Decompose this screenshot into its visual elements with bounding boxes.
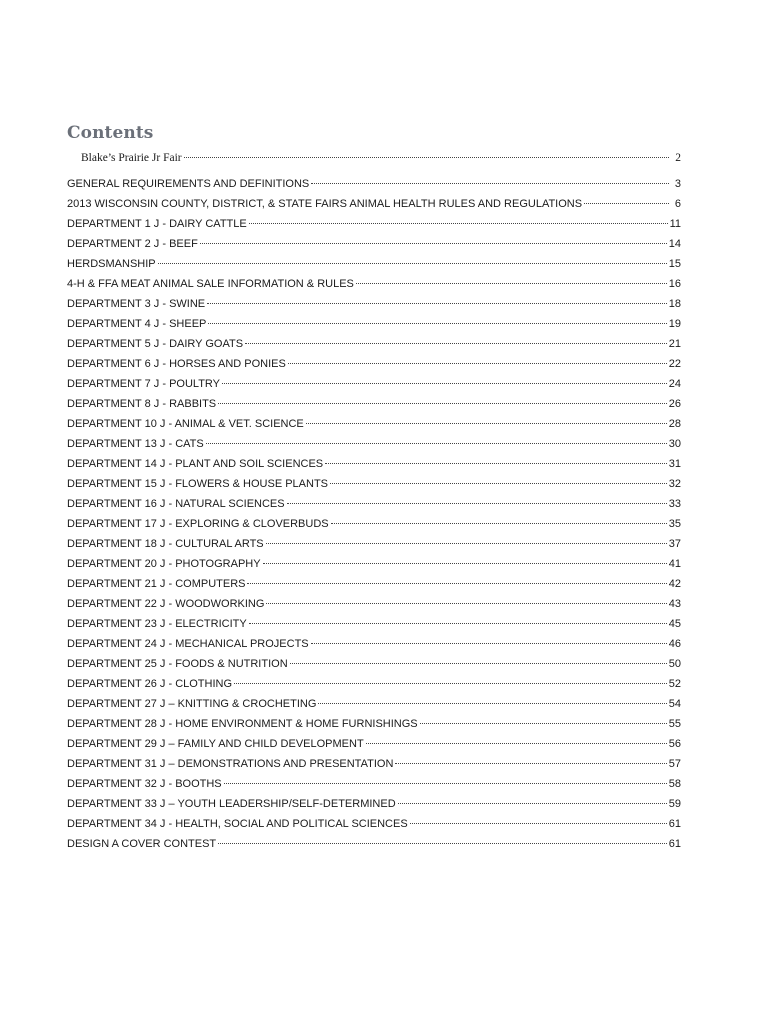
toc-entry[interactable] <box>67 294 681 314</box>
toc-entry-page-number: 61 <box>668 818 681 830</box>
toc-entry-title: DEPARTMENT 15 J - FLOWERS & HOUSE PLANTS <box>67 478 328 490</box>
dot-leader <box>318 703 666 704</box>
toc-entry-page-number: 37 <box>668 538 681 550</box>
dot-leader <box>306 423 667 424</box>
toc-entry[interactable] <box>67 674 681 694</box>
toc-entry-page-number: 6 <box>674 198 681 210</box>
dot-leader <box>249 223 668 224</box>
toc-entry-page-number: 19 <box>668 318 681 330</box>
toc-entry-title: DEPARTMENT 20 J - PHOTOGRAPHY <box>67 558 261 570</box>
dot-leader <box>330 483 667 484</box>
dot-leader <box>287 503 667 504</box>
toc-entry-title: DEPARTMENT 23 J - ELECTRICITY <box>67 618 247 630</box>
dot-leader <box>222 383 667 384</box>
toc-entry-title: DESIGN A COVER CONTEST <box>67 838 217 850</box>
toc-entry-page-number: 24 <box>668 378 681 390</box>
toc-entry[interactable] <box>67 614 681 634</box>
toc-entry-title: DEPARTMENT 3 J - SWINE <box>67 298 206 310</box>
toc-entry[interactable] <box>67 634 681 654</box>
toc-entry-page-number: 30 <box>668 438 681 450</box>
toc-entry-title: DEPARTMENT 14 J - PLANT AND SOIL SCIENCES <box>67 458 324 470</box>
toc-entry-title: DEPARTMENT 28 J - HOME ENVIRONMENT & HOME FURNISHINGS <box>67 718 418 730</box>
toc-entry[interactable] <box>67 694 681 714</box>
toc-entry-page-number: 11 <box>669 218 681 230</box>
toc-entry-page-number: 50 <box>668 658 681 670</box>
toc-entry-page-number: 54 <box>668 698 681 710</box>
toc-entry[interactable] <box>67 394 681 414</box>
dot-leader <box>366 743 667 744</box>
dot-leader <box>249 623 667 624</box>
toc-entry-title: 4-H & FFA MEAT ANIMAL SALE INFORMATION & RULES <box>67 278 354 290</box>
toc-entry-page-number: 3 <box>674 178 681 190</box>
toc-entry-title: DEPARTMENT 33 J – YOUTH LEADERSHIP/SELF-DETERMINED <box>67 798 396 810</box>
dot-leader <box>234 683 667 684</box>
table-of-contents <box>67 148 681 854</box>
toc-entry-page-number: 35 <box>668 518 681 530</box>
toc-entry-title: DEPARTMENT 1 J - DAIRY CATTLE <box>67 218 247 230</box>
toc-entry-page-number: 45 <box>668 618 681 630</box>
toc-entry[interactable] <box>67 374 681 394</box>
toc-entry[interactable] <box>67 194 681 214</box>
dot-leader <box>290 663 667 664</box>
toc-entry-title: HERDSMANSHIP <box>67 258 156 270</box>
dot-leader <box>200 243 667 244</box>
toc-entry-title: Blake’s Prairie Jr Fair <box>81 152 182 164</box>
dot-leader <box>311 643 667 644</box>
toc-entry[interactable] <box>67 794 681 814</box>
dot-leader <box>206 443 667 444</box>
toc-entry[interactable] <box>67 474 681 494</box>
toc-entry[interactable] <box>67 454 681 474</box>
toc-entry-page-number: 32 <box>668 478 681 490</box>
toc-entry-title: DEPARTMENT 7 J - POULTRY <box>67 378 221 390</box>
toc-entry-title: DEPARTMENT 34 J - HEALTH, SOCIAL AND POLITICAL SCIENCES <box>67 818 408 830</box>
toc-entry-title: DEPARTMENT 22 J - WOODWORKING <box>67 598 265 610</box>
toc-entry[interactable] <box>67 174 681 194</box>
toc-entry-title: DEPARTMENT 10 J - ANIMAL & VET. SCIENCE <box>67 418 304 430</box>
toc-entry-title: DEPARTMENT 2 J - BEEF <box>67 238 198 250</box>
toc-entry-page-number: 26 <box>668 398 681 410</box>
dot-leader <box>288 363 667 364</box>
toc-heading: Contents <box>67 123 154 143</box>
toc-entry-title: DEPARTMENT 17 J - EXPLORING & CLOVERBUDS <box>67 518 329 530</box>
dot-leader <box>158 263 667 264</box>
toc-entry[interactable] <box>67 814 681 834</box>
toc-entry-page-number: 59 <box>668 798 681 810</box>
toc-entry[interactable] <box>67 734 681 754</box>
toc-entry[interactable] <box>67 554 681 574</box>
toc-entry-page-number: 43 <box>668 598 681 610</box>
toc-entry-page-number: 22 <box>668 358 681 370</box>
dot-leader <box>224 783 667 784</box>
toc-entry[interactable] <box>67 534 681 554</box>
toc-entry-title: DEPARTMENT 31 J – DEMONSTRATIONS AND PRESENTATION <box>67 758 394 770</box>
dot-leader <box>245 343 667 344</box>
toc-entry-title: DEPARTMENT 13 J - CATS <box>67 438 204 450</box>
toc-entry-title: DEPARTMENT 25 J - FOODS & NUTRITION <box>67 658 288 670</box>
dot-leader <box>218 403 667 404</box>
toc-entry[interactable] <box>67 354 681 374</box>
dot-leader <box>420 723 667 724</box>
dot-leader <box>356 283 667 284</box>
toc-entry[interactable] <box>67 574 681 594</box>
toc-entry-page-number: 58 <box>668 778 681 790</box>
toc-entry-page-number: 61 <box>668 838 681 850</box>
toc-entry-page-number: 46 <box>668 638 681 650</box>
dot-leader <box>325 463 667 464</box>
toc-entry[interactable] <box>67 774 681 794</box>
toc-entry-title: DEPARTMENT 5 J - DAIRY GOATS <box>67 338 244 350</box>
dot-leader <box>398 803 667 804</box>
dot-leader <box>218 843 667 844</box>
toc-entry[interactable] <box>67 414 681 434</box>
toc-entry-page-number: 21 <box>668 338 681 350</box>
toc-entry-page-number: 2 <box>675 152 681 164</box>
toc-entry-title: DEPARTMENT 29 J – FAMILY AND CHILD DEVELOPMENT <box>67 738 364 750</box>
toc-entry-title: DEPARTMENT 27 J – KNITTING & CROCHETING <box>67 698 317 710</box>
dot-leader <box>207 303 667 304</box>
toc-entry-title: DEPARTMENT 32 J - BOOTHS <box>67 778 222 790</box>
toc-entry[interactable] <box>67 314 681 334</box>
toc-entry-page-number: 18 <box>668 298 681 310</box>
toc-entry[interactable] <box>67 594 681 614</box>
dot-leader <box>410 823 667 824</box>
toc-entry-title: GENERAL REQUIREMENTS AND DEFINITIONS <box>67 178 310 190</box>
toc-entry[interactable] <box>67 654 681 674</box>
toc-entry[interactable] <box>67 274 681 294</box>
toc-entry-page-number: 42 <box>668 578 681 590</box>
toc-entry-title: DEPARTMENT 21 J - COMPUTERS <box>67 578 246 590</box>
dot-leader <box>584 203 669 204</box>
toc-entry-page-number: 14 <box>668 238 681 250</box>
toc-entry-page-number: 16 <box>668 278 681 290</box>
toc-entry[interactable] <box>67 494 681 514</box>
toc-entry-page-number: 55 <box>668 718 681 730</box>
toc-entry-page-number: 56 <box>668 738 681 750</box>
toc-entry-page-number: 57 <box>668 758 681 770</box>
toc-entry[interactable] <box>67 434 681 454</box>
toc-entry-title: DEPARTMENT 8 J - RABBITS <box>67 398 217 410</box>
toc-entry[interactable] <box>67 714 681 734</box>
toc-entry[interactable] <box>67 754 681 774</box>
toc-entry-title: DEPARTMENT 24 J - MECHANICAL PROJECTS <box>67 638 309 650</box>
toc-entry[interactable] <box>67 234 681 254</box>
dot-leader <box>208 323 666 324</box>
dot-leader <box>331 523 667 524</box>
dot-leader <box>266 603 666 604</box>
dot-leader <box>266 543 667 544</box>
toc-entry-title: DEPARTMENT 4 J - SHEEP <box>67 318 207 330</box>
toc-entry-title: DEPARTMENT 6 J - HORSES AND PONIES <box>67 358 286 370</box>
toc-entry-title: DEPARTMENT 26 J - CLOTHING <box>67 678 233 690</box>
toc-entry[interactable] <box>67 148 681 168</box>
toc-entry-page-number: 52 <box>668 678 681 690</box>
toc-entry-title: DEPARTMENT 16 J - NATURAL SCIENCES <box>67 498 285 510</box>
dot-leader <box>263 563 667 564</box>
toc-entry[interactable] <box>67 334 681 354</box>
dot-leader <box>247 583 666 584</box>
toc-entry[interactable] <box>67 254 681 274</box>
dot-leader <box>395 763 666 764</box>
dot-leader <box>311 183 669 184</box>
toc-entry-page-number: 31 <box>668 458 681 470</box>
toc-entry-page-number: 28 <box>668 418 681 430</box>
toc-entry-page-number: 33 <box>668 498 681 510</box>
toc-entry[interactable] <box>67 514 681 534</box>
dot-leader <box>184 157 669 158</box>
toc-entry-title: DEPARTMENT 18 J - CULTURAL ARTS <box>67 538 264 550</box>
toc-entry-page-number: 41 <box>668 558 681 570</box>
toc-entry[interactable] <box>67 214 681 234</box>
toc-entry[interactable] <box>67 834 681 854</box>
toc-entry-page-number: 15 <box>668 258 681 270</box>
toc-entry-title: 2013 WISCONSIN COUNTY, DISTRICT, & STATE FAIRS ANIMAL HEALTH RULES AND REGULATIONS <box>67 198 583 210</box>
